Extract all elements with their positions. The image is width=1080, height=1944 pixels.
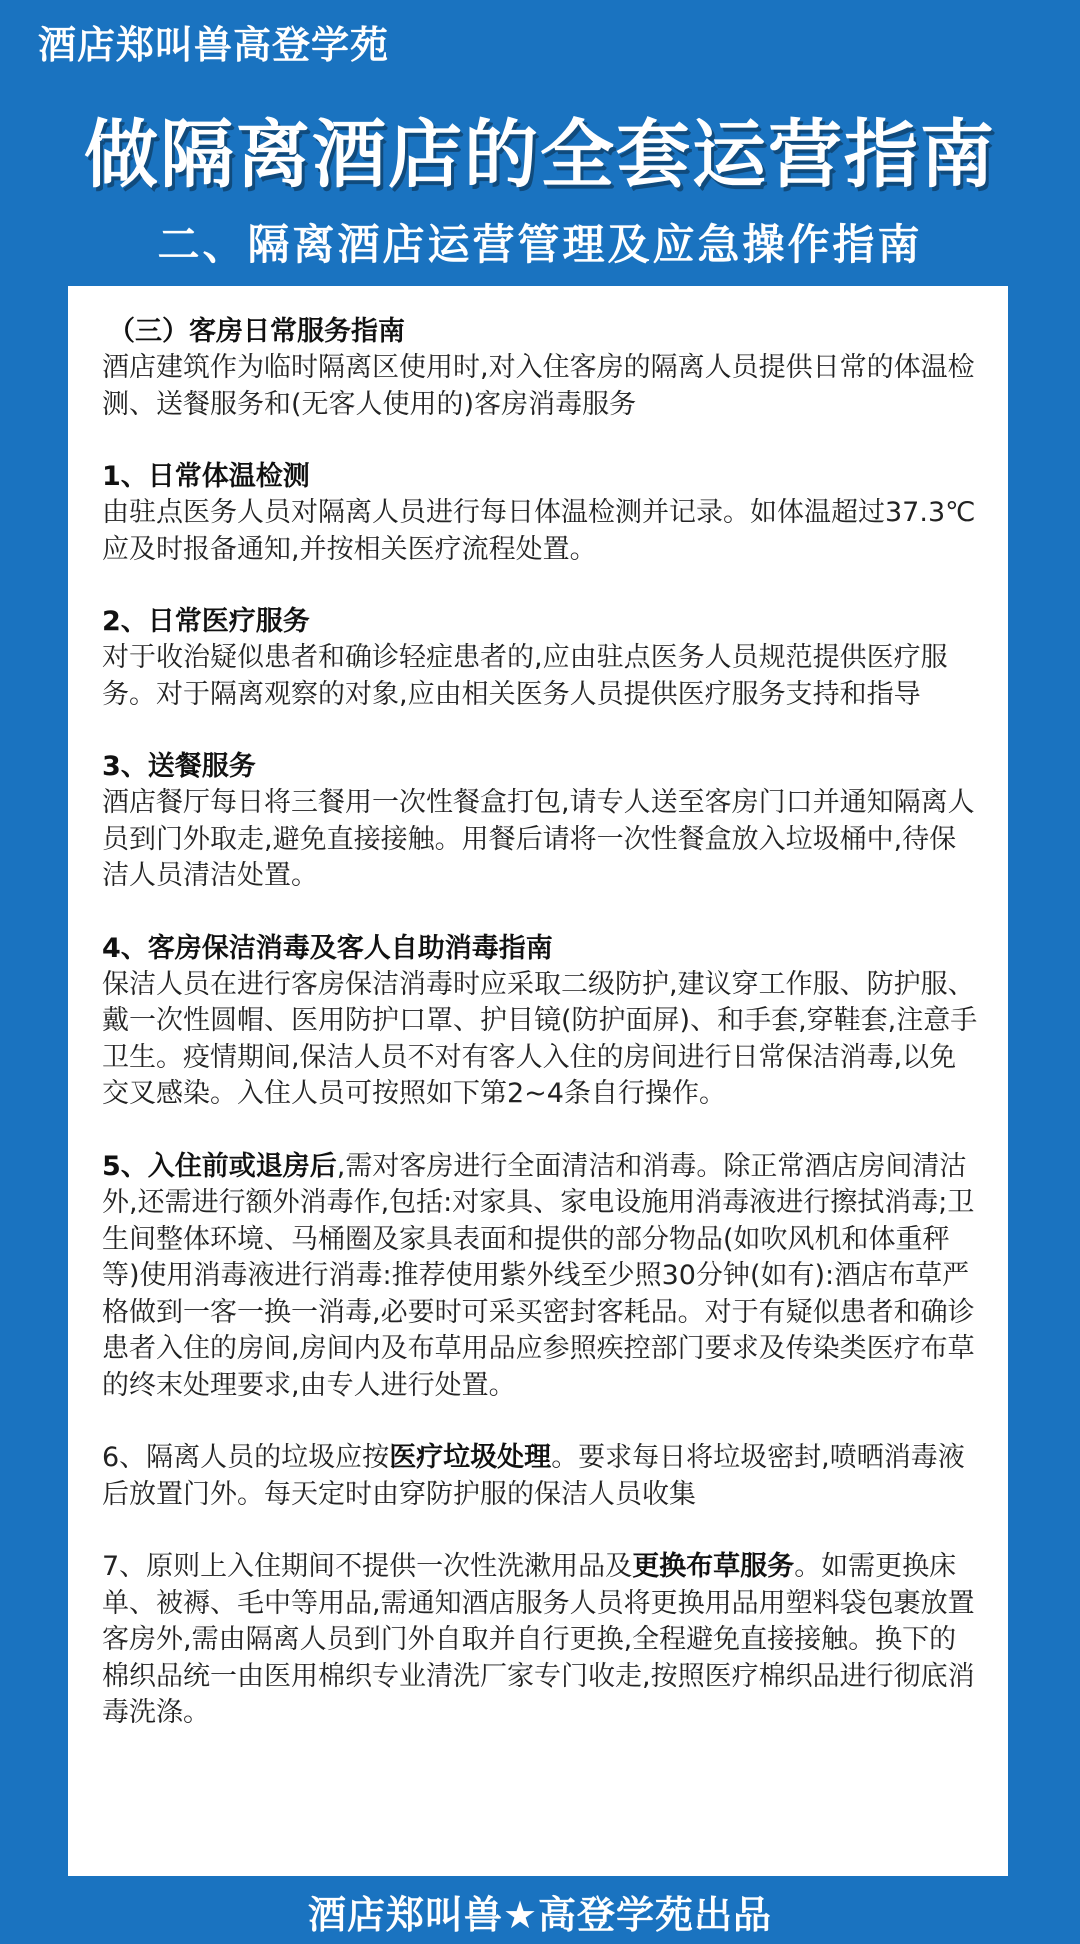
emphasis-text: 医疗垃圾处理 — [389, 1442, 552, 1473]
footer-credit: 酒店郑叫兽★高登学苑出品 — [307, 1893, 773, 1937]
section-medical — [102, 604, 978, 713]
section-title: 2、日常医疗服务 — [102, 606, 310, 637]
intro-paragraph: 酒店建筑作为临时隔离区使用时,对入住客房的隔离人员提供日常的体温检测、送餐服务和(无客人使用的)客房消毒服务 — [102, 352, 975, 420]
content-card — [68, 286, 1008, 1876]
section-checkin-checkout — [102, 1149, 978, 1405]
section-title: 1、日常体温检测 — [102, 461, 310, 492]
emphasis-text: 更换布草服务 — [632, 1551, 795, 1582]
section-title: 4、客房保洁消毒及客人自助消毒指南 — [102, 932, 553, 964]
section-body: 对于收治疑似患者和确诊轻症患者的,应由驻点医务人员规范提供医疗服务。对于隔离观察的对象,应由相关医务人员提供医疗服务支持和指导 — [102, 642, 948, 710]
section-body: 酒店餐厅每日将三餐用一次性餐盒打包,请专人送至客房门口并通知隔离人员到门外取走,避免直接接触。用餐后请将一次性餐盒放入垃圾桶中,待保洁人员清洁处置。 — [102, 787, 975, 891]
section-cleaning — [102, 931, 978, 1113]
emphasis-text: 入住前或退房后 — [147, 1150, 337, 1182]
section-body — [102, 1149, 978, 1405]
section-prefix: 7、原则上入住期间不提供一次性洗漱用品及 — [102, 1551, 633, 1582]
section-body: 保洁人员在进行客房保洁消毒时应采取二级防护,建议穿工作服、防护服、戴一次性圆帽、医用防护口罩、护目镜(防护面屏)、和手套,穿鞋套,注意手卫生。疫情期间,保洁人员不对有客人入住的房间进行日常保洁消毒,以免交叉感染。入住人员可按照如下第2~4条自行操作。 — [102, 968, 978, 1109]
section-text: 。要求每日将垃圾密封,喷晒消毒液后放置门外。每天定时由穿防护服的保洁人员收集 — [102, 1442, 965, 1510]
section-text: ,需对客房进行全面清洁和消毒。除正常酒店房间清沽外,还需进行额外消毒作,包括:对家具、家电设施用消毒液进行擦拭消毒;卫生间整体环境、马桶圈及家具表面和提供的部分物品(如吹风机和体重秤等)使用消毒液进行消毒:推荐使用紫外线至少照30分钟(如有):酒店布草严格做到一客一换一消毒,必要时可采买密封客耗品。对于有疑似患者和确诊患者入住的房间,房间内及布草用品应参照疾控部门要求及传染类医疗布草的终末处理要求,由专人进行处置。 — [102, 1150, 975, 1401]
section-heading: （三）客房日常服务指南 — [108, 316, 405, 347]
section-prefix: 5、 — [102, 1150, 148, 1182]
section-body — [102, 1549, 978, 1732]
section-waste — [102, 1440, 978, 1513]
page-subtitle: 二、隔离酒店运营管理及应急操作指南 — [157, 220, 923, 269]
section-body — [102, 1440, 978, 1513]
section-meal — [102, 749, 978, 895]
brand-logo-text: 酒店郑叫兽高登学苑 — [38, 23, 390, 67]
section-linen — [102, 1549, 978, 1732]
page-title: 做隔离酒店的全套运营指南 — [84, 112, 996, 198]
section-text: 。如需更换床单、被褥、毛中等用品,需通知酒店服务人员将更换用品用塑料袋包裹放置客房外,需由隔离人员到门外自取并自行更换,全程避免直接接触。换下的棉织品统一由医用棉织专业清洗厂家专门收走,按照医疗棉织品进行彻底消毒洗涤。 — [102, 1551, 975, 1728]
section-title: 3、送餐服务 — [102, 751, 256, 782]
section-temperature — [102, 459, 978, 568]
section-body: 由驻点医务人员对隔离人员进行每日体温检测并记录。如体温超过37.3℃应及时报备通知,并按相关医疗流程处置。 — [102, 497, 976, 565]
section-prefix: 6、隔离人员的垃圾应按 — [102, 1442, 390, 1473]
